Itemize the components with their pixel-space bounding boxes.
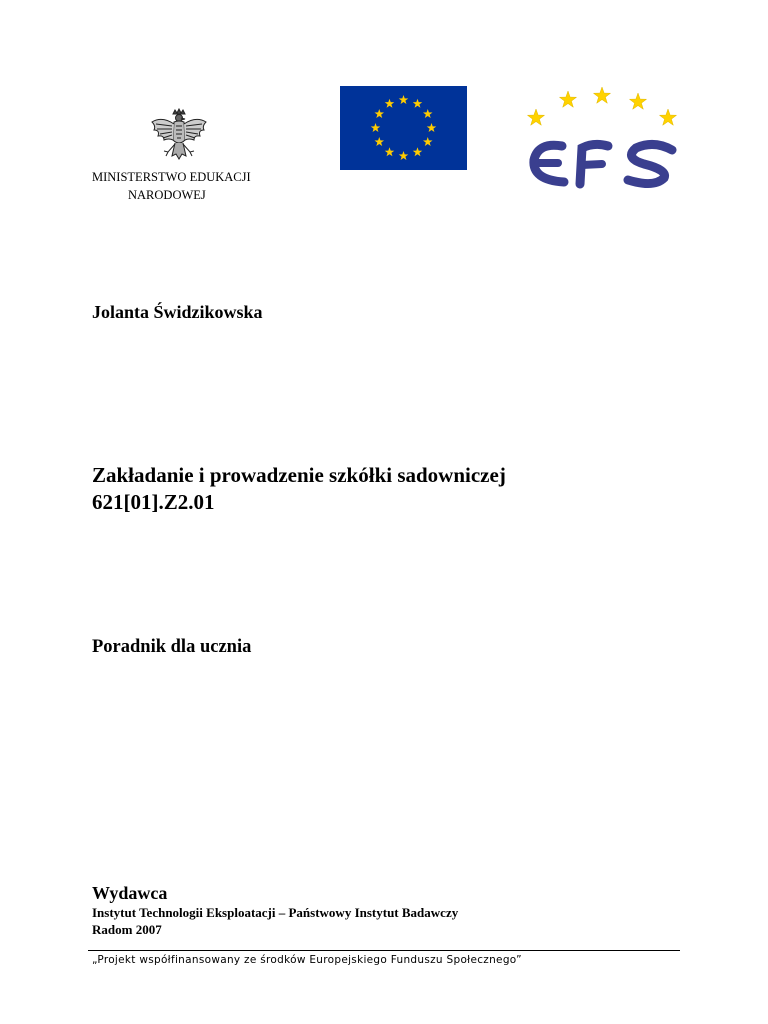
title-line-1: Zakładanie i prowadzenie szkółki sadowniczej bbox=[92, 463, 506, 487]
polish-eagle-emblem-icon bbox=[148, 108, 210, 166]
author-name: Jolanta Świdzikowska bbox=[92, 302, 263, 322]
eu-flag-icon bbox=[340, 86, 467, 170]
publisher-place-year: Radom 2007 bbox=[92, 922, 162, 937]
publisher-institute: Instytut Technologii Eksploatacji – Państwowy Instytut Badawczy bbox=[92, 905, 459, 920]
efs-star-icon bbox=[659, 109, 676, 125]
efs-star-icon bbox=[629, 93, 646, 109]
ministry-line-1: MINISTERSTWO EDUKACJI bbox=[92, 170, 251, 184]
footer-note: „Projekt współfinansowany ze środków Europejskiego Funduszu Społecznego” bbox=[92, 954, 522, 966]
ministry-line-2: NARODOWEJ bbox=[128, 188, 206, 202]
title-code: 621[01].Z2.01 bbox=[92, 490, 215, 514]
footer-divider bbox=[88, 950, 680, 951]
ministry-name bbox=[92, 168, 272, 204]
efs-star-icon bbox=[559, 91, 576, 107]
efs-logo-icon bbox=[522, 84, 682, 190]
document-subtitle: Poradnik dla ucznia bbox=[92, 637, 252, 657]
document-title bbox=[92, 462, 506, 516]
efs-star-icon bbox=[593, 87, 610, 103]
publisher-heading: Wydawca bbox=[92, 883, 168, 903]
efs-star-icon bbox=[527, 109, 544, 125]
publisher-block bbox=[92, 882, 458, 938]
